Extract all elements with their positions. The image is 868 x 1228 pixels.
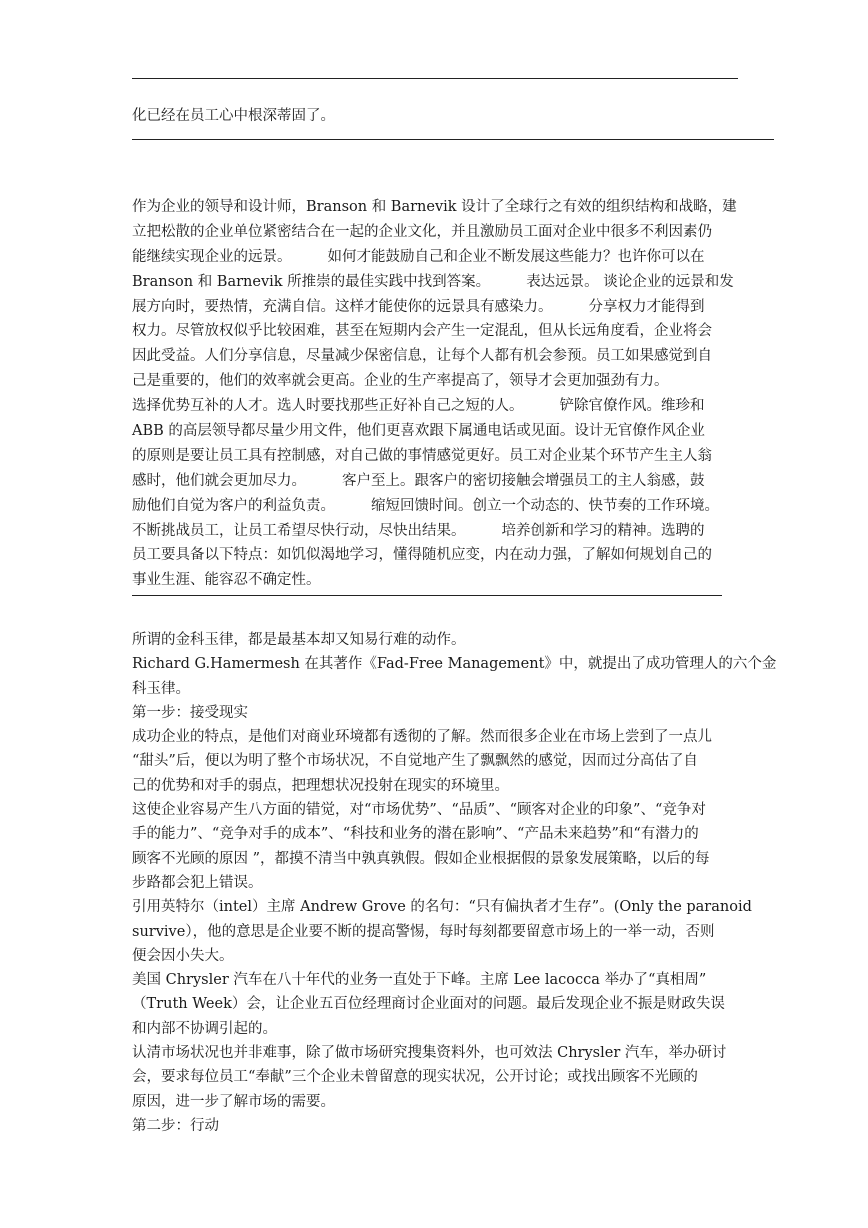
text-line: 科玉律。 — [132, 680, 190, 697]
text-line: 己是重要的，他们的效率就会更高。企业的生产率提高了，领导才会更加强劲有力。 — [132, 373, 669, 390]
text-line: 权力。尽管放权似乎比较困难，甚至在短期内会产生一定混乱，但从长远角度看，企业将会 — [132, 323, 712, 340]
top-fragment-text: 化已经在员工心中根深蒂固了。 — [132, 108, 335, 124]
text-line: 所谓的金科玉律，都是最基本却又知易行难的动作。 — [132, 632, 466, 648]
text-segment: 客户至上。跟客户的密切接触会增强员工的主人翁感，鼓 — [342, 472, 705, 489]
text-line: Richard G.Hamermesh 在其著作《Fad-Free Management》中，就提出了成功管理人的六个金 — [132, 656, 777, 673]
horizontal-rule — [132, 595, 722, 596]
text-line: （Truth Week）会，让企业五百位经理商讨企业面对的问题。最后发现企业不振是财政失误 — [132, 996, 725, 1013]
text-line — [132, 295, 744, 320]
text-line: 的原则是要让员工具有控制感，对自己做的事情感觉更好。员工对企业某个环节产生主人翁 — [132, 447, 712, 464]
horizontal-rule — [132, 78, 738, 79]
horizontal-rule — [132, 139, 774, 140]
text-line: 成功企业的特点，是他们对商业环境都有透彻的了解。然而很多企业在市场上尝到了一点儿 — [132, 729, 712, 746]
text-line: ABB 的高层领导都尽量少用文件，他们更喜欢跟下属通电话或见面。设计无官僚作风企业 — [132, 423, 705, 440]
text-line: “甜头”后，便以为明了整个市场状况，不自觉地产生了飘飘然的感觉，因而过分高估了自 — [132, 753, 698, 770]
text-line: 步路都会犯上错误。 — [132, 874, 263, 891]
text-line: 原因，进一步了解市场的需要。 — [132, 1093, 335, 1110]
text-line: 己的优势和对手的弱点，把理想状况投射在现实的环境里。 — [132, 777, 509, 794]
text-segment: 分享权力才能得到 — [588, 298, 705, 315]
text-segment: 感时，他们就会更加尽力。 — [132, 472, 306, 489]
text-segment: 如何才能鼓励自己和企业不断发展这些能力？也许你可以在 — [327, 248, 705, 265]
leadership-practices-paragraph — [132, 195, 744, 593]
text-line — [132, 394, 744, 419]
text-segment: 铲除官僚作风。维珍和 — [559, 398, 705, 415]
text-line: 手的能力”、“竞争对手的成本”、“科技和业务的潜在影响”、“产品未来趋势”和“有潜力的 — [132, 826, 699, 843]
text-line: 引用英特尔（intel）主席 Andrew Grove 的名句：“只有偏执者才生存”。(Only the paranoid — [132, 899, 752, 916]
text-line: 事业生涯、能容忍不确定性。 — [132, 572, 321, 589]
text-line — [132, 270, 744, 295]
golden-rules-section — [132, 628, 777, 1138]
text-segment: 选择优势互补的人才。选人时要找那些正好补自己之短的人。 — [132, 398, 524, 415]
text-segment: 表达远景。 谈论企业的远景和发 — [526, 273, 734, 290]
text-line: 和内部不协调引起的。 — [132, 1020, 277, 1037]
text-line: 会，要求每位员工“奉献”三个企业未曾留意的现实状况，公开讨论；或找出顾客不光顾的 — [132, 1069, 698, 1086]
text-line: 顾客不光顾的原因 ”，都摸不清当中孰真孰假。假如企业根据假的景象发展策略，以后的每 — [132, 850, 710, 867]
text-line: 美国 Chrysler 汽车在八十年代的业务一直处于下峰。主席 Lee lacocca 举办了“真相周” — [132, 972, 707, 989]
text-line — [132, 469, 744, 494]
text-line — [132, 245, 744, 270]
text-line: 认清市场状况也并非难事，除了做市场研究搜集资料外，也可效法 Chrysler 汽车，举办研讨 — [132, 1045, 727, 1062]
text-line: 作为企业的领导和设计师，Branson 和 Barnevik 设计了全球行之有效的组织结构和战略，建 — [132, 199, 737, 215]
text-line: 因此受益。人们分享信息，尽量减少保密信息，让每个人都有机会参预。员工如果感觉到自 — [132, 348, 712, 365]
text-line: 员工要具备以下特点：如饥似渴地学习，懂得随机应变，内在动力强，了解如何规划自己的 — [132, 547, 712, 564]
text-segment: 能继续实现企业的远景。 — [132, 248, 292, 265]
text-line: 便会因小失大。 — [132, 947, 234, 964]
text-segment: 不断挑战员工，让员工希望尽快行动，尽快出结果。 — [132, 522, 466, 539]
text-line: 这使企业容易产生八方面的错觉，对“市场优势”、“品质”、“顾客对企业的印象”、“竞争对 — [132, 802, 706, 819]
text-segment: Branson 和 Barnevik 所推崇的最佳实践中找到答案。 — [132, 273, 491, 290]
text-segment: 缩短回馈时间。创立一个动态的、快节奏的工作环境。 — [371, 497, 719, 514]
text-line — [132, 519, 744, 544]
text-segment: 培养创新和学习的精神。选聘的 — [501, 522, 705, 539]
text-line: survive），他的意思是企业要不断的提高警惕，每时每刻都要留意市场上的一举一动，否则 — [132, 923, 715, 940]
text-line: 立把松散的企业单位紧密结合在一起的企业文化，并且激励员工面对企业中很多不利因素仍 — [132, 223, 712, 240]
text-line: 第一步：接受现实 — [132, 704, 248, 721]
text-segment: 励他们自觉为客户的利益负责。 — [132, 497, 335, 514]
text-segment: 展方向时，要热情，充满自信。这样才能使你的远景具有感染力。 — [132, 298, 553, 315]
text-line — [132, 494, 744, 519]
text-line: 第二步：行动 — [132, 1117, 219, 1134]
